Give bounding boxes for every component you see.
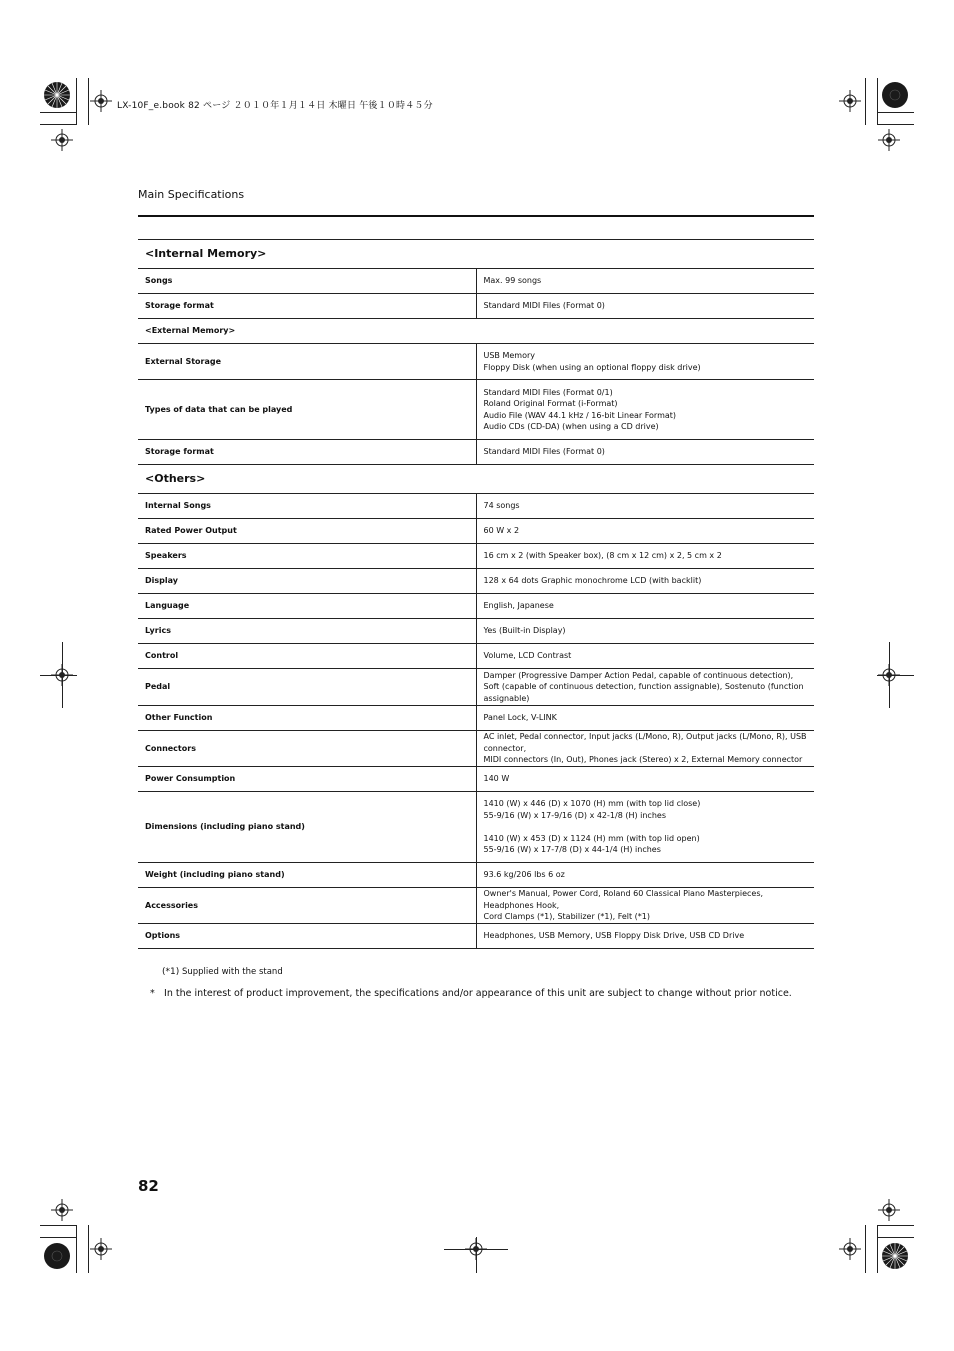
section-title: Main Specifications: [138, 188, 245, 201]
registration-crosshair-icon: [839, 1238, 861, 1260]
print-meta-line: LX-10F_e.book 82 ページ ２０１０年１月１４日 木曜日 午後１０時４５分: [117, 101, 433, 111]
row-value: 60 W x 2: [476, 519, 814, 544]
table-row: [138, 269, 814, 294]
table-row: [138, 344, 814, 380]
spec-table: [138, 239, 814, 949]
row-value: Headphones, USB Memory, USB Floppy Disk Drive, USB CD Drive: [476, 924, 814, 949]
table-row: [138, 706, 814, 731]
row-label: Other Function: [138, 706, 476, 731]
registration-crosshair-icon: [51, 664, 73, 686]
table-row: [138, 731, 814, 767]
row-label: Storage format: [138, 440, 476, 465]
row-value: Yes (Built-in Display): [476, 619, 814, 644]
row-value: 16 cm x 2 (with Speaker box), (8 cm x 12 cm) x 2, 5 cm x 2: [476, 544, 814, 569]
row-label: Options: [138, 924, 476, 949]
row-label: Storage format: [138, 294, 476, 319]
row-label: Songs: [138, 269, 476, 294]
table-row: [138, 619, 814, 644]
registration-crosshair-icon: [465, 1238, 487, 1260]
row-label: Connectors: [138, 731, 476, 767]
group-title-external-memory: <External Memory>: [138, 319, 814, 344]
registration-crosshair-icon: [51, 1199, 73, 1221]
table-row: [138, 644, 814, 669]
registration-crosshair-icon: [51, 129, 73, 151]
table-row: [138, 924, 814, 949]
registration-crosshair-icon: [878, 129, 900, 151]
row-value: Owner's Manual, Power Cord, Roland 60 Classical Piano Masterpieces, Headphones Hook, Cord Clamps (*1), Stabilizer (*1), Felt (*1): [476, 888, 814, 924]
table-subgroup-header: [138, 319, 814, 344]
starburst-target-icon: [882, 1243, 908, 1269]
table-group-header: [138, 240, 814, 269]
row-value: Max. 99 songs: [476, 269, 814, 294]
table-row: [138, 440, 814, 465]
row-label: Control: [138, 644, 476, 669]
group-title-internal-memory: <Internal Memory>: [138, 240, 814, 269]
footnote-product-improvement: [150, 988, 792, 999]
row-label: Internal Songs: [138, 494, 476, 519]
footnote-text: Supplied with the stand: [181, 967, 283, 977]
registration-crosshair-icon: [878, 664, 900, 686]
starburst-target-icon: [44, 82, 70, 108]
row-label: Accessories: [138, 888, 476, 924]
row-label: Power Consumption: [138, 767, 476, 792]
registration-crosshair-icon: [839, 90, 861, 112]
row-value: 140 W: [476, 767, 814, 792]
row-value: 1410 (W) x 446 (D) x 1070 (H) mm (with top lid close) 55-9/16 (W) x 17-9/16 (D) x 42-1/8 (H) inches 1410 (W) x 453 (D) x 1124 (H) mm (with top lid open) 55-9/16 (W) x 17-7/8 (D) x 44-1/4 (H) inches: [476, 792, 814, 863]
row-label: Rated Power Output: [138, 519, 476, 544]
dot-target-icon: [882, 82, 908, 108]
table-group-header: [138, 465, 814, 494]
table-row: [138, 669, 814, 706]
row-value: Standard MIDI Files (Format 0): [476, 440, 814, 465]
row-value: Volume, LCD Contrast: [476, 644, 814, 669]
row-value: 128 x 64 dots Graphic monochrome LCD (with backlit): [476, 569, 814, 594]
footnote-marker: *: [150, 988, 155, 999]
row-value: 74 songs: [476, 494, 814, 519]
table-row: [138, 519, 814, 544]
footnote-supplied-with-stand: [162, 967, 283, 977]
row-value: 93.6 kg/206 lbs 6 oz: [476, 863, 814, 888]
registration-crosshair-icon: [90, 90, 112, 112]
header-rule: [138, 215, 814, 217]
row-value: Damper (Progressive Damper Action Pedal, capable of continuous detection), Soft (capable of continuous detection, function assignable), Sostenuto (function assignable): [476, 669, 814, 706]
table-row: [138, 569, 814, 594]
dot-target-icon: [44, 1243, 70, 1269]
row-label: Pedal: [138, 669, 476, 706]
row-value: Standard MIDI Files (Format 0/1) Roland Original Format (i-Format) Audio File (WAV 44.1 kHz / 16-bit Linear Format) Audio CDs (CD-DA) (when using a CD drive): [476, 380, 814, 440]
footnote-text: In the interest of product improvement, the specifications and/or appearance of this unit are subject to change without prior notice.: [164, 988, 792, 999]
row-value: AC inlet, Pedal connector, Input jacks (L/Mono, R), Output jacks (L/Mono, R), USB connector, MIDI connectors (In, Out), Phones jack (Stereo) x 2, External Memory connector: [476, 731, 814, 767]
row-value: English, Japanese: [476, 594, 814, 619]
table-row: [138, 863, 814, 888]
row-label: Types of data that can be played: [138, 380, 476, 440]
row-label: Language: [138, 594, 476, 619]
row-label: External Storage: [138, 344, 476, 380]
group-title-others: <Others>: [138, 465, 814, 494]
table-row: [138, 767, 814, 792]
row-value: Standard MIDI Files (Format 0): [476, 294, 814, 319]
page-number: 82: [138, 1177, 159, 1195]
row-label: Speakers: [138, 544, 476, 569]
row-label: Display: [138, 569, 476, 594]
table-row: [138, 380, 814, 440]
table-row: [138, 594, 814, 619]
row-label: Weight (including piano stand): [138, 863, 476, 888]
row-value: USB Memory Floppy Disk (when using an optional floppy disk drive): [476, 344, 814, 380]
row-label: Lyrics: [138, 619, 476, 644]
registration-crosshair-icon: [878, 1199, 900, 1221]
row-label: Dimensions (including piano stand): [138, 792, 476, 863]
table-row: [138, 792, 814, 863]
table-row: [138, 544, 814, 569]
row-value: Panel Lock, V-LINK: [476, 706, 814, 731]
footnote-marker: (*1): [162, 967, 180, 977]
table-row: [138, 294, 814, 319]
registration-crosshair-icon: [90, 1238, 112, 1260]
table-row: [138, 888, 814, 924]
table-row: [138, 494, 814, 519]
